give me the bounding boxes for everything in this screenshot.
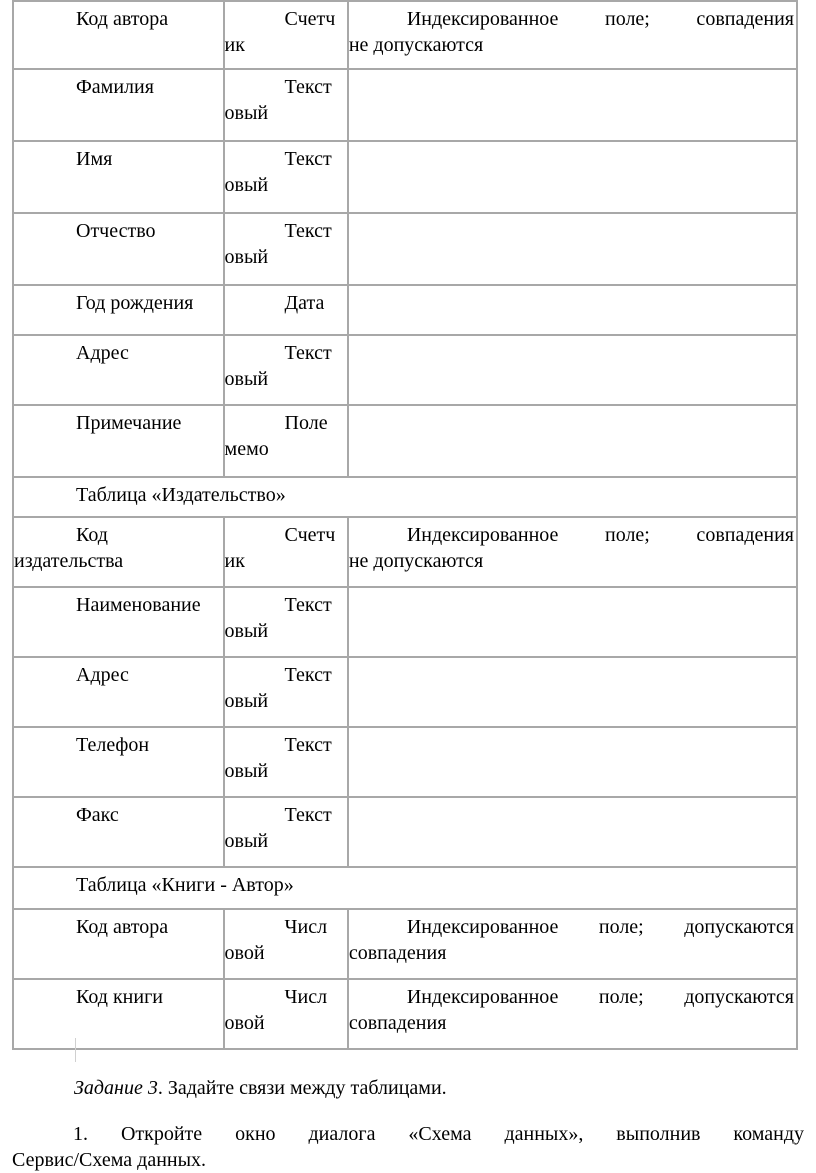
field-name-cell xyxy=(13,285,224,335)
section-title: Таблица «Издательство» xyxy=(76,484,286,506)
field-description-cell xyxy=(348,69,797,141)
field-type-cell xyxy=(224,727,348,797)
section-row xyxy=(13,867,797,909)
field-type xyxy=(225,2,347,58)
field-type xyxy=(225,518,347,574)
field-description-line-1: Индексированное поле; допускаются xyxy=(406,986,794,1008)
table-row xyxy=(13,405,797,477)
table-row xyxy=(13,727,797,797)
section-title: Таблица «Книги - Автор» xyxy=(76,874,294,896)
field-type xyxy=(225,406,347,462)
field-type-cell xyxy=(224,797,348,867)
section-books-authors xyxy=(13,867,797,909)
section-publisher xyxy=(13,477,797,517)
field-type-cell xyxy=(224,1,348,69)
table-row xyxy=(13,141,797,213)
field-type xyxy=(225,980,347,1036)
field-name-cell xyxy=(13,69,224,141)
field-description-cell xyxy=(348,727,797,797)
field-type-part-2: овой xyxy=(224,942,265,964)
field-type xyxy=(225,286,347,316)
field-type-part-1: Текст xyxy=(284,594,332,616)
field-type xyxy=(225,70,347,126)
field-name: Отчество xyxy=(76,220,156,242)
field-description xyxy=(349,2,796,58)
field-description-line-2: не допускаются xyxy=(348,550,484,572)
table-row xyxy=(13,285,797,335)
field-name: Год рождения xyxy=(76,292,194,314)
field-type-part-2: овый xyxy=(224,368,269,390)
table-row xyxy=(13,909,797,979)
field-description xyxy=(349,980,796,1036)
section-row xyxy=(13,477,797,517)
field-name-cell xyxy=(13,517,224,587)
field-name: Адрес xyxy=(76,664,129,686)
field-type-part-2: овый xyxy=(224,620,269,642)
field-description-cell xyxy=(348,657,797,727)
field-description-cell xyxy=(348,141,797,213)
field-type-part-1: Дата xyxy=(284,292,325,314)
field-description-cell xyxy=(348,909,797,979)
step-1-line-2: Сервис/Схема данных. xyxy=(12,1149,207,1171)
field-description-cell xyxy=(348,979,797,1049)
table-row xyxy=(13,587,797,657)
field-type-part-1: Текст xyxy=(284,664,332,686)
field-name-cell xyxy=(13,141,224,213)
field-name-cell xyxy=(13,335,224,405)
field-type-part-1: Поле xyxy=(284,412,328,434)
field-type-cell xyxy=(224,69,348,141)
field-type-cell xyxy=(224,909,348,979)
field-name xyxy=(14,518,223,574)
field-type xyxy=(225,798,347,854)
field-type-part-1: Текст xyxy=(284,804,332,826)
field-description-cell xyxy=(348,405,797,477)
field-name: Код автора xyxy=(76,8,169,30)
task-label: Задание 3 xyxy=(74,1077,158,1099)
field-description-line-2: совпадения xyxy=(348,1012,447,1034)
field-type-part-1: Текст xyxy=(284,148,332,170)
field-description-cell xyxy=(348,213,797,285)
field-type-part-2: овый xyxy=(224,246,269,268)
field-name: Код книги xyxy=(76,986,163,1008)
field-type-part-2: овый xyxy=(224,760,269,782)
field-name-cell xyxy=(13,1,224,69)
task-heading xyxy=(74,1077,447,1100)
field-type-part-1: Числ xyxy=(284,986,328,1008)
field-name: Телефон xyxy=(76,734,150,756)
field-description-line-2: совпадения xyxy=(348,942,447,964)
table-row xyxy=(13,979,797,1049)
field-type-cell xyxy=(224,141,348,213)
cursor-mark xyxy=(75,1038,76,1062)
field-name-cell xyxy=(13,405,224,477)
field-type-part-1: Текст xyxy=(284,220,332,242)
field-type-cell xyxy=(224,657,348,727)
field-description-cell xyxy=(348,797,797,867)
field-type-cell xyxy=(224,587,348,657)
step-1-paragraph xyxy=(12,1121,804,1173)
table-row xyxy=(13,517,797,587)
field-description-cell xyxy=(348,517,797,587)
field-description-line-2: не допускаются xyxy=(348,34,484,56)
field-type-part-2: овый xyxy=(224,830,269,852)
field-type-part-2: овый xyxy=(224,174,269,196)
field-type-part-2: овый xyxy=(224,690,269,712)
field-name-part-2: издательства xyxy=(14,550,124,572)
field-type-part-1: Счетч xyxy=(284,8,336,30)
field-type xyxy=(225,588,347,644)
field-name: Адрес xyxy=(76,342,129,364)
field-name-cell xyxy=(13,979,224,1049)
field-type-cell xyxy=(224,213,348,285)
field-description xyxy=(349,518,796,574)
field-name: Факс xyxy=(76,804,119,826)
field-name: Фамилия xyxy=(76,76,154,98)
field-description-cell xyxy=(348,587,797,657)
field-name-cell xyxy=(13,909,224,979)
field-type-cell xyxy=(224,979,348,1049)
field-type-part-1: Числ xyxy=(284,916,328,938)
field-name: Примечание xyxy=(76,412,182,434)
field-type xyxy=(225,910,347,966)
field-type-part-1: Счетч xyxy=(284,524,336,546)
field-description-cell xyxy=(348,1,797,69)
field-type-cell xyxy=(224,517,348,587)
field-name: Код автора xyxy=(76,916,169,938)
field-name-cell xyxy=(13,727,224,797)
field-name-cell xyxy=(13,657,224,727)
field-description-line-1: Индексированное поле; допускаются xyxy=(406,916,794,938)
field-type-cell xyxy=(224,405,348,477)
field-type-part-2: овый xyxy=(224,102,269,124)
field-description-cell xyxy=(348,285,797,335)
field-type xyxy=(225,142,347,198)
field-type-part-2: овой xyxy=(224,1012,265,1034)
field-type-part-1: Текст xyxy=(284,342,332,364)
table-row xyxy=(13,335,797,405)
field-type-part-2: ик xyxy=(224,550,245,572)
field-type xyxy=(225,336,347,392)
field-description-cell xyxy=(348,335,797,405)
field-type-part-1: Текст xyxy=(284,76,332,98)
table-row xyxy=(13,657,797,727)
field-description xyxy=(349,910,796,966)
field-name-cell xyxy=(13,797,224,867)
fields-table xyxy=(12,0,798,1050)
field-name: Наименование xyxy=(76,594,201,616)
field-type xyxy=(225,728,347,784)
table-row xyxy=(13,213,797,285)
field-name-cell xyxy=(13,213,224,285)
field-name: Имя xyxy=(76,148,113,170)
field-description-line-1: Индексированное поле; совпадения xyxy=(406,8,794,30)
table-row xyxy=(13,1,797,69)
field-type-cell xyxy=(224,335,348,405)
table-row xyxy=(13,69,797,141)
field-type-part-2: мемо xyxy=(224,438,269,460)
field-type xyxy=(225,658,347,714)
task-text: . Задайте связи между таблицами. xyxy=(157,1077,447,1099)
field-name-part-1: Код xyxy=(76,524,108,546)
field-type-cell xyxy=(224,285,348,335)
table-row xyxy=(13,797,797,867)
step-1-line-1: 1. Откройте окно диалога «Схема данных», выполнив команду xyxy=(73,1123,804,1145)
field-type-part-2: ик xyxy=(224,34,245,56)
field-type xyxy=(225,214,347,270)
field-type-part-1: Текст xyxy=(284,734,332,756)
field-name-cell xyxy=(13,587,224,657)
field-description-line-1: Индексированное поле; совпадения xyxy=(406,524,794,546)
